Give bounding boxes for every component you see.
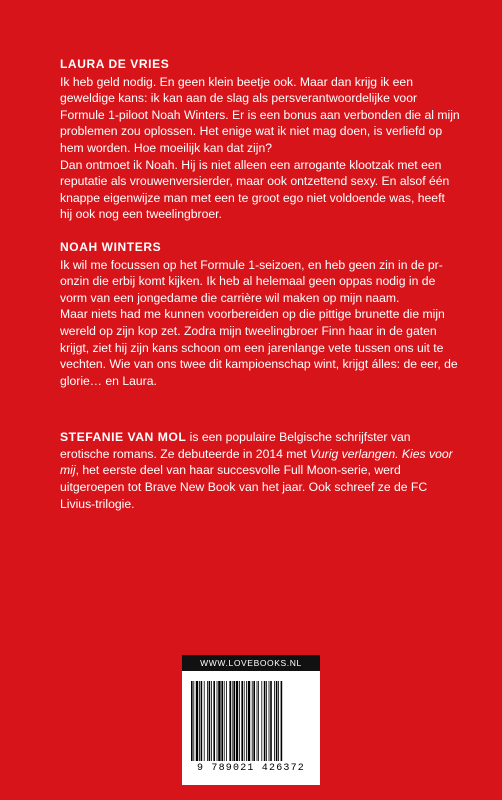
author-bio (60, 429, 460, 512)
author-bio-part-2: , het eerste deel van haar succesvolle Full Moon-serie, werd uitgeroepen tot Brave New Book van het jaar. Ook schreef ze de FC Livius-trilogie. (60, 463, 428, 511)
back-cover-text (60, 56, 460, 512)
author-bio-part-1: is een populaire Belgische schrijfster van erotische romans. Ze debuteerde in 2014 met (60, 430, 411, 461)
laura-section (60, 56, 460, 223)
barcode-icon (191, 681, 311, 761)
website-url: WWW.LOVEBOOKS.NL (182, 655, 320, 671)
laura-paragraph-2: Dan ontmoet ik Noah. Hij is niet alleen een arrogante klootzak met een reputatie als vrouwenversierder, maar ook ontzettend sexy. En alsof één knappe eigenwijze man met een te groot ego niet voldoende was, heeft hij ook nog een tweelingbroer. (60, 157, 450, 222)
author-name: STEFANIE VAN MOL (60, 430, 187, 445)
author-bio-text (60, 429, 460, 512)
laura-paragraph-1: Ik heb geld nodig. En geen klein beetje ook. Maar dan krijg ik een geweldige kans: ik kan aan de slag als persverantwoordelijke voor Formule 1-piloot Noah Winters. Er is een bonus aan verbonden die al mijn problemen zou oplossen. Het enige wat ik niet mag doen, is verliefd op hem worden. Hoe moeilijk kan dat zijn? (60, 74, 460, 155)
laura-heading: LAURA DE VRIES (60, 57, 170, 71)
author-book-title: Vurig verlangen. Kies voor mij (60, 446, 453, 478)
isbn-number: 9 789021 426372 (196, 763, 305, 774)
noah-paragraph-2: Maar niets had me kunnen voorbereiden op die pittige brunette die mijn wereld op zijn kop zet. Zodra mijn tweelingbroer Finn haar in de gaten krijgt, ziet hij zijn kans schoon om een jarenlange vete tussen ons uit te vechten. Wie van ons twee dit kampioenschap wint, krijgt álles: de eer, de glorie… en Laura. (60, 307, 458, 388)
noah-heading: NOAH WINTERS (60, 239, 162, 254)
barcode-box (182, 655, 320, 785)
noah-paragraph-1: Ik wil me focussen op het Formule 1-seizoen, en heb geen zin in de pr-onzin die erbij komt kijken. Ik heb al helemaal geen oppas nodig in de vorm van een jongedame die carrière wil maken op mijn naam. (60, 257, 443, 305)
noah-section (60, 239, 460, 389)
